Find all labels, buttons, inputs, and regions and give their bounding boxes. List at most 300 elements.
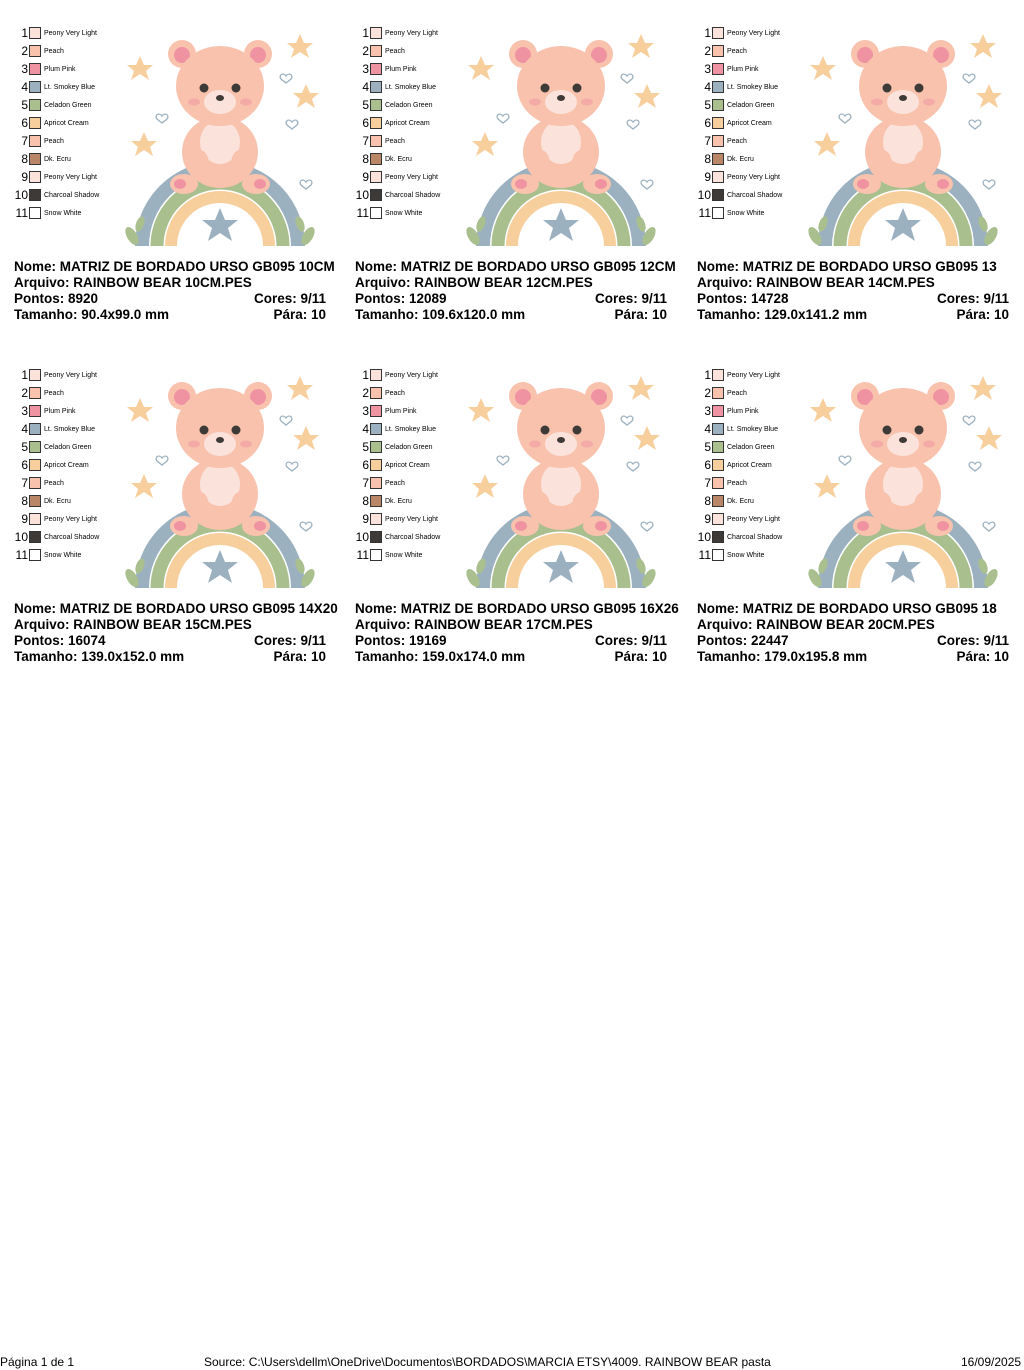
thread-color-row (12, 402, 127, 420)
thread-number: 3 (704, 62, 711, 76)
thread-color-swatch (712, 477, 724, 489)
rainbow-bear-illustration (803, 366, 1003, 591)
heart-icon (300, 180, 312, 189)
thread-color-row (695, 510, 810, 528)
thread-number: 9 (362, 512, 369, 526)
thread-color-name: Charcoal Shadow (727, 191, 783, 199)
thread-color-name: Apricot Cream (385, 119, 430, 127)
thread-number: 4 (362, 422, 369, 436)
stop-count: Pára: 10 (614, 307, 667, 322)
bear-arm-left (874, 150, 892, 178)
thread-color-row (12, 150, 127, 168)
thread-number: 3 (704, 404, 711, 418)
thread-number: 11 (15, 548, 28, 562)
thread-color-name: Peach (727, 389, 747, 397)
thread-color-swatch (712, 531, 724, 543)
bear-arm-left (874, 492, 892, 520)
thread-number: 9 (362, 170, 369, 184)
thread-color-name: Apricot Cream (385, 461, 430, 469)
thread-color-row (353, 168, 468, 186)
heart-icon (286, 120, 298, 129)
thread-color-row (12, 168, 127, 186)
thread-color-name: Peony Very Light (44, 371, 97, 379)
bear-pad-right (937, 521, 949, 531)
stitch-count: Pontos: 16074 (14, 633, 106, 648)
heart-icon (280, 416, 292, 425)
design-card-2 (341, 0, 683, 322)
thread-color-swatch (370, 63, 382, 75)
thread-color-row (695, 150, 810, 168)
thread-color-name: Peach (44, 389, 64, 397)
thread-color-swatch (370, 207, 382, 219)
thread-number: 3 (362, 62, 369, 76)
thread-color-name: Dk. Ecru (385, 497, 412, 505)
thread-color-row (695, 420, 810, 438)
thread-number: 8 (704, 152, 711, 166)
thread-color-swatch (712, 405, 724, 417)
bear-nose (899, 437, 907, 443)
design-name: Nome: MATRIZ DE BORDADO URSO GB095 10CM (14, 259, 335, 274)
thread-color-row (12, 474, 127, 492)
thread-number: 11 (356, 206, 369, 220)
thread-color-name: Peach (385, 47, 405, 55)
thread-color-name: Peach (44, 137, 64, 145)
thread-color-legend (353, 366, 468, 564)
stop-count: Pára: 10 (273, 307, 326, 322)
thread-color-swatch (370, 135, 382, 147)
color-count: Cores: 9/11 (936, 291, 1009, 306)
thread-color-swatch (29, 63, 41, 75)
thread-color-legend (353, 24, 468, 222)
thread-color-name: Lt. Smokey Blue (385, 83, 436, 91)
thread-color-row (695, 402, 810, 420)
thread-color-swatch (712, 153, 724, 165)
thread-color-swatch (712, 423, 724, 435)
thread-color-row (12, 420, 127, 438)
thread-color-swatch (29, 27, 41, 39)
heart-icon (156, 114, 168, 123)
bear-nose (557, 437, 565, 443)
thread-color-name: Dk. Ecru (44, 497, 71, 505)
star-icon (814, 474, 840, 498)
thread-color-swatch (29, 477, 41, 489)
thread-color-name: Apricot Cream (44, 461, 89, 469)
thread-number: 9 (704, 170, 711, 184)
thread-color-name: Peony Very Light (385, 29, 438, 37)
bear-eye-right (915, 426, 924, 435)
thread-color-name: Charcoal Shadow (727, 533, 783, 541)
thread-number: 2 (362, 386, 369, 400)
thread-color-name: Peach (385, 479, 405, 487)
design-info (697, 601, 1024, 665)
bear-cheek-right (923, 441, 935, 448)
thread-color-row (695, 24, 810, 42)
thread-color-name: Plum Pink (385, 65, 417, 73)
thread-color-name: Peony Very Light (44, 515, 97, 523)
thread-color-name: Snow White (727, 209, 765, 217)
thread-color-name: Apricot Cream (44, 119, 89, 127)
star-icon (970, 376, 996, 400)
thread-number: 5 (21, 440, 28, 454)
thread-color-swatch (370, 27, 382, 39)
bear-pad-right (595, 179, 607, 189)
thread-color-swatch (29, 531, 41, 543)
star-icon (976, 426, 1002, 450)
stitch-row (14, 291, 344, 307)
bear-pad-right (254, 179, 266, 189)
thread-number: 2 (21, 44, 28, 58)
thread-color-name: Lt. Smokey Blue (385, 425, 436, 433)
rainbow-bear-illustration (120, 24, 320, 249)
thread-number: 10 (355, 188, 369, 202)
thread-color-row (695, 204, 810, 222)
thread-color-name: Snow White (44, 209, 82, 217)
design-card-4 (0, 342, 342, 664)
star-icon (810, 56, 836, 80)
thread-color-swatch (370, 495, 382, 507)
star-icon (293, 426, 319, 450)
thread-color-name: Celadon Green (44, 101, 92, 109)
thread-color-row (695, 492, 810, 510)
rainbow-bear-illustration (120, 366, 320, 591)
bear-nose (216, 95, 224, 101)
heart-icon (969, 462, 981, 471)
thread-number: 10 (355, 530, 369, 544)
thread-color-name: Peony Very Light (727, 173, 780, 181)
thread-number: 6 (21, 458, 28, 472)
thread-color-name: Plum Pink (385, 407, 417, 415)
star-icon (970, 34, 996, 58)
design-info (697, 259, 1024, 323)
thread-color-swatch (370, 387, 382, 399)
star-rainbow-center (543, 208, 579, 241)
thread-color-name: Lt. Smokey Blue (727, 83, 778, 91)
thread-color-swatch (370, 153, 382, 165)
thread-color-swatch (29, 423, 41, 435)
thread-color-row (353, 438, 468, 456)
star-icon (472, 474, 498, 498)
bear-eye-left (541, 84, 550, 93)
thread-color-swatch (370, 441, 382, 453)
bear-cheek-left (188, 441, 200, 448)
star-rainbow-center (885, 550, 921, 583)
thread-color-name: Celadon Green (727, 101, 775, 109)
thread-color-row (695, 168, 810, 186)
thread-color-row (12, 510, 127, 528)
thread-color-swatch (29, 369, 41, 381)
star-rainbow-center (202, 550, 238, 583)
stitch-row (697, 291, 1024, 307)
thread-color-name: Peony Very Light (727, 371, 780, 379)
size-row (697, 649, 1024, 665)
thread-color-swatch (29, 459, 41, 471)
thread-number: 1 (362, 26, 369, 40)
thread-color-swatch (712, 513, 724, 525)
star-icon (287, 34, 313, 58)
thread-color-row (12, 528, 127, 546)
thread-color-swatch (29, 117, 41, 129)
bear-eye-right (915, 84, 924, 93)
thread-color-name: Apricot Cream (727, 461, 772, 469)
bear-muzzle (545, 90, 577, 114)
thread-color-row (353, 384, 468, 402)
thread-color-name: Dk. Ecru (385, 155, 412, 163)
thread-color-name: Peach (727, 47, 747, 55)
star-icon (131, 132, 157, 156)
bear-pad-left (515, 521, 527, 531)
thread-color-name: Celadon Green (385, 101, 433, 109)
thread-number: 9 (704, 512, 711, 526)
star-icon (472, 132, 498, 156)
design-file: Arquivo: RAINBOW BEAR 20CM.PES (697, 617, 935, 632)
design-card-3 (683, 0, 1024, 322)
thread-color-row (353, 492, 468, 510)
thread-color-row (353, 132, 468, 150)
thread-color-row (695, 366, 810, 384)
bear-pad-left (857, 179, 869, 189)
thread-number: 7 (704, 134, 711, 148)
thread-color-row (353, 78, 468, 96)
thread-color-swatch (29, 81, 41, 93)
thread-number: 2 (362, 44, 369, 58)
thread-color-swatch (29, 153, 41, 165)
heart-icon (627, 120, 639, 129)
thread-color-row (353, 186, 468, 204)
design-info (14, 601, 344, 665)
thread-number: 10 (14, 188, 28, 202)
thread-color-swatch (370, 477, 382, 489)
bear-cheek-left (529, 99, 541, 106)
bear-nose (557, 95, 565, 101)
thread-number: 11 (698, 548, 711, 562)
stop-count: Pára: 10 (956, 649, 1009, 664)
thread-number: 6 (362, 458, 369, 472)
thread-color-swatch (712, 99, 724, 111)
bear-cheek-left (871, 99, 883, 106)
thread-number: 5 (21, 98, 28, 112)
thread-color-swatch (712, 441, 724, 453)
design-name: Nome: MATRIZ DE BORDADO URSO GB095 16X26 (355, 601, 679, 616)
thread-color-swatch (712, 63, 724, 75)
thread-color-name: Lt. Smokey Blue (727, 425, 778, 433)
thread-color-name: Peony Very Light (385, 515, 438, 523)
thread-color-row (695, 60, 810, 78)
thread-color-swatch (712, 387, 724, 399)
color-count: Cores: 9/11 (253, 291, 326, 306)
thread-number: 3 (21, 62, 28, 76)
thread-color-name: Charcoal Shadow (385, 533, 441, 541)
star-rainbow-center (885, 208, 921, 241)
rainbow-bear-illustration (803, 24, 1003, 249)
stitch-row (14, 633, 344, 649)
rainbow-bear-illustration (461, 24, 661, 249)
thread-color-row (695, 438, 810, 456)
thread-color-row (12, 96, 127, 114)
bear-cheek-right (240, 441, 252, 448)
star-icon (628, 376, 654, 400)
thread-color-name: Peach (385, 137, 405, 145)
stop-count: Pára: 10 (273, 649, 326, 664)
color-count: Cores: 9/11 (594, 291, 667, 306)
thread-color-swatch (370, 531, 382, 543)
thread-color-name: Charcoal Shadow (385, 191, 441, 199)
bear-arm-right (231, 492, 249, 520)
thread-color-name: Peony Very Light (385, 173, 438, 181)
thread-color-row (353, 204, 468, 222)
thread-color-swatch (712, 495, 724, 507)
thread-color-row (695, 186, 810, 204)
thread-color-swatch (29, 441, 41, 453)
thread-number: 1 (362, 368, 369, 382)
thread-color-swatch (370, 459, 382, 471)
thread-color-name: Plum Pink (727, 407, 759, 415)
thread-color-swatch (370, 513, 382, 525)
bear-pad-right (254, 521, 266, 531)
thread-color-row (12, 438, 127, 456)
design-size: Tamanho: 179.0x195.8 mm (697, 649, 868, 664)
thread-color-name: Apricot Cream (727, 119, 772, 127)
bear-arm-right (914, 150, 932, 178)
design-info (355, 259, 685, 323)
thread-color-row (12, 60, 127, 78)
thread-number: 2 (704, 386, 711, 400)
footer-source-path: Source: C:\Users\dellm\OneDrive\Documentos\BORDADOS\MARCIA ETSY\4009. RAINBOW BEAR pasta (204, 1355, 771, 1369)
thread-color-row (12, 42, 127, 60)
thread-color-swatch (29, 207, 41, 219)
bear-arm-left (532, 492, 550, 520)
bear-arm-right (231, 150, 249, 178)
thread-number: 8 (21, 494, 28, 508)
star-icon (127, 398, 153, 422)
thread-number: 2 (21, 386, 28, 400)
size-row (355, 649, 685, 665)
footer-date: 16/09/2025 (961, 1355, 1022, 1369)
bear-muzzle (545, 432, 577, 456)
bear-muzzle (887, 432, 919, 456)
thread-color-swatch (370, 405, 382, 417)
thread-color-swatch (29, 495, 41, 507)
thread-color-row (12, 114, 127, 132)
thread-color-row (353, 96, 468, 114)
thread-color-row (353, 528, 468, 546)
thread-color-row (12, 204, 127, 222)
design-file: Arquivo: RAINBOW BEAR 12CM.PES (355, 275, 593, 290)
bear-pad-left (174, 179, 186, 189)
thread-number: 11 (356, 548, 369, 562)
heart-icon (983, 180, 995, 189)
bear-muzzle (204, 432, 236, 456)
thread-number: 5 (704, 98, 711, 112)
thread-number: 6 (21, 116, 28, 130)
bear-eye-right (232, 426, 241, 435)
heart-icon (627, 462, 639, 471)
footer-page-number: Página 1 de 1 (0, 1355, 75, 1369)
stop-count: Pára: 10 (614, 649, 667, 664)
thread-color-row (695, 96, 810, 114)
thread-color-row (353, 474, 468, 492)
star-icon (628, 34, 654, 58)
thread-color-row (353, 150, 468, 168)
thread-color-swatch (712, 27, 724, 39)
bear-cheek-left (529, 441, 541, 448)
bear-pad-right (595, 521, 607, 531)
thread-number: 7 (704, 476, 711, 490)
stitch-count: Pontos: 12089 (355, 291, 447, 306)
thread-color-name: Celadon Green (727, 443, 775, 451)
bear-cheek-right (240, 99, 252, 106)
thread-color-legend (12, 366, 127, 564)
bear-pad-left (857, 521, 869, 531)
star-icon (127, 56, 153, 80)
star-icon (293, 84, 319, 108)
thread-color-swatch (712, 45, 724, 57)
color-count: Cores: 9/11 (253, 633, 326, 648)
heart-icon (983, 522, 995, 531)
thread-color-name: Peony Very Light (44, 173, 97, 181)
thread-color-row (12, 78, 127, 96)
thread-color-name: Celadon Green (44, 443, 92, 451)
thread-color-row (695, 456, 810, 474)
thread-color-row (695, 114, 810, 132)
thread-color-swatch (712, 189, 724, 201)
thread-color-swatch (29, 171, 41, 183)
design-name: Nome: MATRIZ DE BORDADO URSO GB095 18 (697, 601, 997, 616)
stitch-row (355, 633, 685, 649)
thread-color-row (12, 492, 127, 510)
heart-icon (963, 416, 975, 425)
thread-color-name: Snow White (44, 551, 82, 559)
thread-number: 7 (362, 134, 369, 148)
design-file: Arquivo: RAINBOW BEAR 15CM.PES (14, 617, 252, 632)
thread-number: 4 (704, 422, 711, 436)
thread-color-row (12, 456, 127, 474)
thread-color-name: Plum Pink (44, 407, 76, 415)
thread-color-name: Dk. Ecru (727, 497, 754, 505)
bear-cheek-left (871, 441, 883, 448)
thread-number: 1 (704, 26, 711, 40)
thread-number: 8 (704, 494, 711, 508)
bear-arm-right (572, 492, 590, 520)
thread-number: 7 (21, 134, 28, 148)
heart-icon (621, 416, 633, 425)
heart-icon (497, 114, 509, 123)
design-file: Arquivo: RAINBOW BEAR 17CM.PES (355, 617, 593, 632)
thread-color-swatch (29, 549, 41, 561)
thread-color-row (353, 402, 468, 420)
thread-color-row (12, 366, 127, 384)
bear-eye-left (883, 84, 892, 93)
thread-color-row (695, 384, 810, 402)
stitch-count: Pontos: 19169 (355, 633, 447, 648)
thread-color-swatch (712, 369, 724, 381)
bear-nose (899, 95, 907, 101)
thread-color-row (12, 132, 127, 150)
design-card-5 (341, 342, 683, 664)
thread-color-swatch (29, 513, 41, 525)
thread-color-row (353, 42, 468, 60)
bear-eye-right (573, 84, 582, 93)
thread-color-row (12, 546, 127, 564)
thread-color-name: Dk. Ecru (44, 155, 71, 163)
thread-color-legend (695, 366, 810, 564)
stop-count: Pára: 10 (956, 307, 1009, 322)
design-name: Nome: MATRIZ DE BORDADO URSO GB095 13 (697, 259, 997, 274)
design-size: Tamanho: 139.0x152.0 mm (14, 649, 185, 664)
thread-color-name: Peony Very Light (727, 515, 780, 523)
star-icon (634, 426, 660, 450)
thread-color-swatch (712, 171, 724, 183)
design-card-1 (0, 0, 342, 322)
